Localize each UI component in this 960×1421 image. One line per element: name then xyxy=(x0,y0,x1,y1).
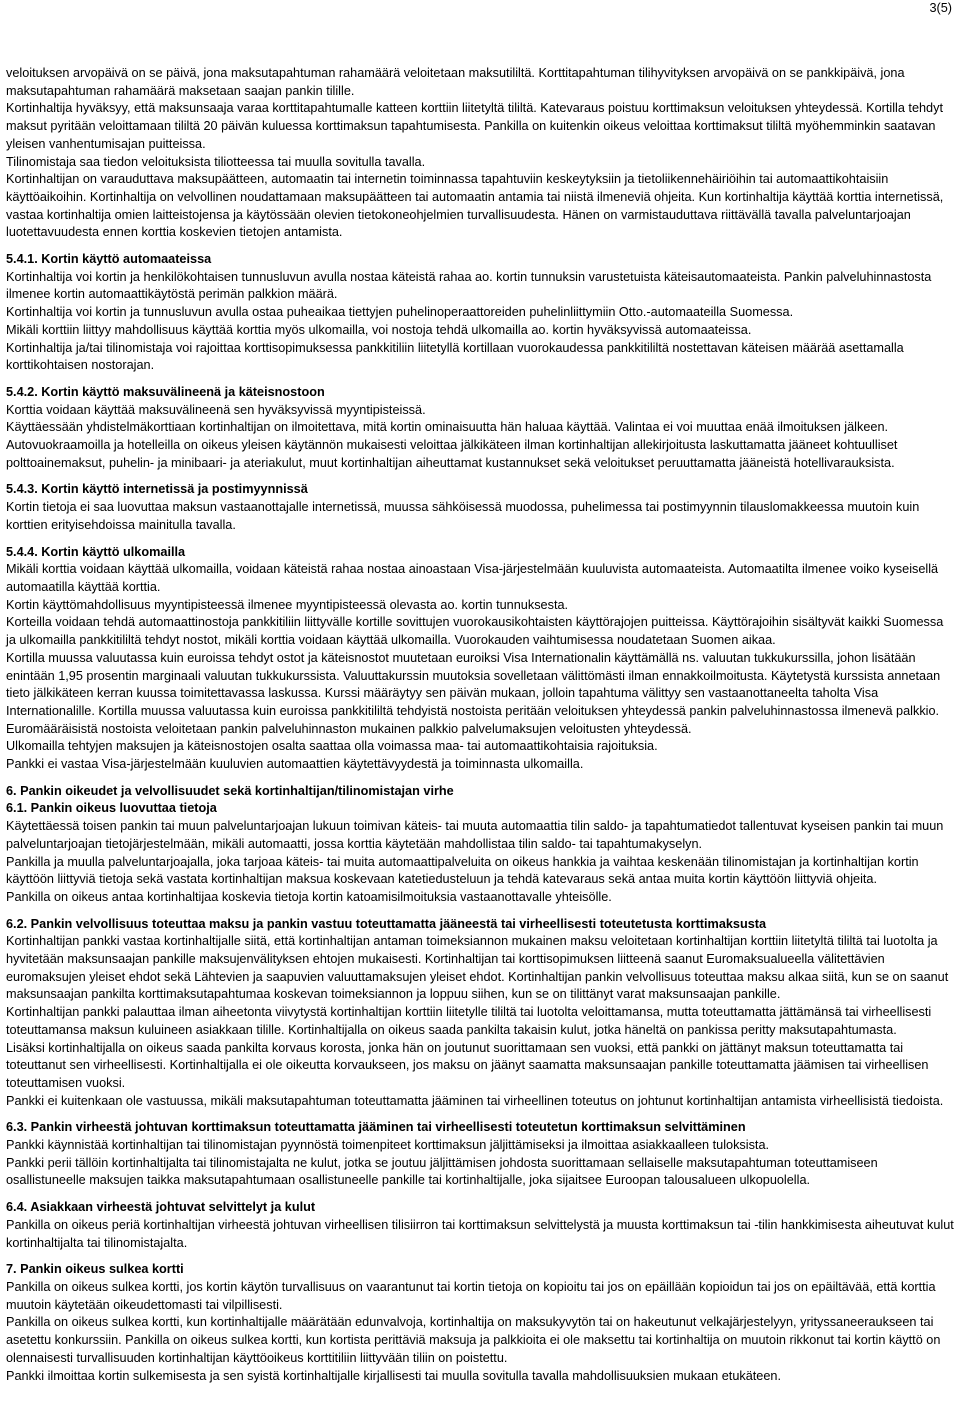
paragraph: Kortinhaltija hyväksyy, että maksunsaaja varaa korttitapahtumalle katteen korttiin liitetyltä tililtä. Katevaraus poistuu korttimaksun veloituksen yhteydessä. Kortilla tehdyt maksut pyritään veloittamaan tililtä 20 päivän kuluessa korttimaksun tapahtumisesta. Pankilla on kuitenkin oikeus veloittaa korttimaksut tililtä myöhemminkin saatavan yleisen vanhentumisajan puitteissa. xyxy=(6,101,943,151)
paragraph: veloituksen arvopäivä on se päivä, jona maksutapahtuman rahamäärä veloitetaan maksutililtä. Korttitapahtuman tilihyvityksen arvopäivä on se pankkipäivä, jona maksutapahtuman rahamäärä maksetaan saajan pankin tilille. xyxy=(6,66,905,98)
paragraph: Lisäksi kortinhaltijalla on oikeus saada pankilta korvaus korosta, jonka hän on joutunut suorittamaan sen vuoksi, että pankki on jättänyt maksun toteuttamatta tai toteuttanut sen virheellisesti. Kortinhaltijalla ei ole oikeutta korvaukseen, jos maksu on jäänyt saamatta maksunsaajan pankille toteuttamatta jäämisen tai virheellisen toteuttamisen vuoksi. xyxy=(6,1040,929,1090)
paragraph: Kortinhaltijan on varauduttava maksupäätteen, automaatin tai internetin toiminnassa tapahtuviin keskeytyksiin ja tietoliikennehäiriöihin tai automaattikohtaisiin käyttöaikoihin. Kortinhaltija on velvollinen noudattamaan maksupäätteen tai automaatin antamia tai niistä ilmeneviä ohjeita. Kun kortinhaltija käyttää korttia internetissä, vastaa kortinhaltija omien laitteistojensa ja käytössään olevien tietokoneohjelmien turvallisuudesta. Hänen on varmistauduttava riittävällä tavalla palveluntarjoajan luotettavuudesta ennen korttia koskevien tietojen antamista. xyxy=(6,172,944,240)
paragraph: Käytettäessä toisen pankin tai muun palveluntarjoajan lukuun toimivan käteis- tai muuta automaattia tilin saldo- ja tapahtumatiedot tallentuvat kyseisen pankin tai muun palveluntarjoajan tietojärjestelmään, mikäli automaatti, jossa korttia käytetään mahdollistaa tilin saldo- tai tapahtumakyselyn. xyxy=(6,819,944,851)
section-heading-6-3: 6.3. Pankin virheestä johtuvan korttimaksun toteuttamatta jääminen tai virheellisesti toteutetun korttimaksun selvittäminen xyxy=(6,1120,746,1135)
paragraph: Kortin käyttömahdollisuus myyntipisteessä ilmenee myyntipisteessä olevasta ao. kortin tunnuksesta. xyxy=(6,597,569,612)
paragraph: Pankilla on oikeus sulkea kortti, jos kortin käytön turvallisuus on vaarantunut tai kortin tietoja on kopioitu tai jos on epäillään kopioidun tai jos on epäiltävää, että korttia muutoin käytetään oikeudettomasti tai vilpillisesti. xyxy=(6,1280,936,1312)
section-heading-5-4-2: 5.4.2. Kortin käyttö maksuvälineenä ja käteisnostoon xyxy=(6,384,325,399)
paragraph: Kortin tietoja ei saa luovuttaa maksun vastaanottajalle internetissä, muussa sähköisessä muodossa, puhelimessa tai postimyynnin tilauslomakkeessa muutoin kuin korttien erityisehdoissa mainitulla tavalla. xyxy=(6,500,920,532)
section-heading-5-4-1: 5.4.1. Kortin käyttö automaateissa xyxy=(6,252,212,267)
section-heading-6-1: 6.1. Pankin oikeus luovuttaa tietoja xyxy=(6,801,217,816)
section-heading-7: 7. Pankin oikeus sulkea kortti xyxy=(6,1262,184,1277)
paragraph: Ulkomailla tehtyjen maksujen ja käteisnostojen osalta saattaa olla voimassa maa- tai automaattikohtaisia rajoituksia. xyxy=(6,739,658,754)
paragraph: Pankilla on oikeus periä kortinhaltijan virheestä johtuvan virheellisen tilisiirron tai korttimaksun selvittelystä ja muusta korttimaksun tai -tilin hankkimisesta aiheutuvat kulut kortinhaltijalta tai tilinomistajalta. xyxy=(6,1217,954,1250)
paragraph: Kortinhaltija voi kortin ja tunnusluvun avulla ostaa puheaikaa tiettyjen puhelinoperaattoreiden puhelinliittymiin Otto.-automaateilla Suomessa. xyxy=(6,305,794,320)
paragraph: Kortinhaltijan pankki vastaa kortinhaltijalle siitä, että kortinhaltijan antaman toimeksiannon mukainen maksu veloitetaan kortinhaltijan korttiin liitetyltä tililtä tai luotolta ja hyvitetään maksunsaajan pankille maksujenvälityksen ehtojen mukaisesti. Kortinhaltijan tai korttisopimuksen liitteenä saanut Euromaksualueella välitettävien euromaksujen yleiset ehdot sekä Lähtevien ja saapuvien valuuttamaksujen yleiset ehdot. Kortinhaltijan pankin velvollisuus toteuttaa maksu alkaa siitä, kun se on saanut maksunsaajan pankilta korttimaksutapahtumaa koskevan toimeksiannon ja loppuu siihen, kun se on tilittänyt varat maksunsaajan pankille. xyxy=(6,934,949,1002)
paragraph: Tilinomistaja saa tiedon veloituksista tiliotteessa tai muulla sovitulla tavalla. xyxy=(6,154,426,169)
paragraph: Pankilla on oikeus antaa kortinhaltijaa koskevia tietoja kortin katoamisilmoituksia vastaanottavalle yhteisölle. xyxy=(6,889,612,904)
paragraph: Kortinhaltija voi kortin ja henkilökohtaisen tunnusluvun avulla nostaa käteistä rahaa ao. kortin tunnuksin varustetuista käteisautomaateista. Pankin palveluhinnastosta ilmenee kortin automaattikäytöstä perimän palkkion määrä. xyxy=(6,269,932,302)
page-number: 3(5) xyxy=(929,1,952,15)
section-heading-5-4-3: 5.4.3. Kortin käyttö internetissä ja postimyynnissä xyxy=(6,482,308,497)
paragraph: Kortinhaltija ja/tai tilinomistaja voi rajoittaa korttisopimuksessa pankkitiliin liitetyllä kortillaan vuorokaudessa pankkitililtä nostettavan käteisen määrää asettamalla korttikohtaisen nostorajan. xyxy=(6,340,904,373)
paragraph: Mikäli korttiin liittyy mahdollisuus käyttää korttia myös ulkomailla, voi nostoja tehdä ulkomailla ao. kortin hyväksyvissä automaateissa. xyxy=(6,322,752,337)
section-heading-6: 6. Pankin oikeudet ja velvollisuudet sekä kortinhaltijan/tilinomistajan virhe xyxy=(6,783,454,798)
paragraph: Mikäli korttia voidaan käyttää ulkomailla, voidaan käteistä rahaa nostaa ainoastaan Visa-järjestelmään kuuluvista automaateista. Automaatilta ilmenee voiko kyseisellä automaatilla käyttää korttia. xyxy=(6,562,939,594)
paragraph: Kortilla muussa valuutassa kuin euroissa tehdyt ostot ja käteisnostot muutetaan euroiksi Visa Internationalin käyttämällä ns. valuutan tukkukurssilla, johon lisätään enintään 1,95 prosentin marginaali valuutan tukkukurssista. Valuuttakurssin muutoksia sovelletaan välittömästi ilman ennakkoilmoitusta. Käytetystä kurssista annetaan tieto jälkikäteen kerran kuussa toimitettavassa laskussa. Kurssi määräytyy sen päivän mukaan, jolloin tapahtuma välittyy sen vastaanottaneelta taholta Visa Internationalille. Kortilla muussa valuutassa kuin euroissa pankkitililtä tehdyistä nostoista peritään veloituksen yhteydessä pankin palveluhinnastossa ilmenevä palkkio. Euromääräisistä nostoista veloitetaan pankin palveluhinnaston mukainen palkkio palvelumaksujen veloitusten yhteydessä. xyxy=(6,650,941,736)
paragraph: Autovuokraamoilla ja hotelleilla on oikeus yleisen käytännön mukaisesti veloittaa jälkikäteen ilman kortinhaltijan allekirjoitusta laskuttamatta jääneet kohtuulliset polttoainemaksut, puhelin- ja minibaari- ja ateriakulut, muut kortinhaltijan aiheuttamat kustannukset sekä veloitukset peruuttamatta jääneistä hotellivarauksista. xyxy=(6,438,898,470)
paragraph: Käyttäessään yhdistelmäkorttiaan kortinhaltijan on ilmoitettava, mitä kortin ominaisuutta hän haluaa käyttää. Valintaa ei voi muuttaa enää ilmoituksen jälkeen. xyxy=(6,420,889,435)
document-body xyxy=(6,65,954,1385)
paragraph: Pankilla on oikeus sulkea kortti, kun kortinhaltijalle määrätään edunvalvoja, kortinhaltija on maksukyvytön tai on hakeutunut velkajärjestelyyn, yrityssaneeraukseen tai asetettu konkurssiin. Pankilla on oikeus sulkea kortti, kun kortista perittäviä maksuja ja palkkioita ei ole maksettu tai kortinhaltija on muutoin rikkonut tai kortin käyttö on olennaisesti turvallisuuden kortinhaltijan käyttöoikeus korttitiliin liittyvään tiliin on poistettu. xyxy=(6,1315,941,1365)
paragraph: Kortinhaltijan pankki palauttaa ilman aiheetonta viivytystä kortinhaltijan korttiin liitetylle tililtä tai luotolta veloittamansa, mutta toteuttamatta jättämänsä tai virheellisesti toteuttamansa maksun kuluineen asiakkaan tilille. Kortinhaltijalla on oikeus saada pankilta takaisin kulut, jotka häneltä on pankissa peritty maksutapahtumasta. xyxy=(6,1005,932,1037)
paragraph: Pankki perii tällöin kortinhaltijalta tai tilinomistajalta ne kulut, jotka se joutuu jäljittämisen johdosta suorittamaan sellaiselle maksutapahtuman toteuttamiseen osallistuneelle maksujen taikka maksutapahtumaan osallistuneelle pankille tai kortinhaltijalle, joka sijaitsee Euroopan talousalueen ulkopuolella. xyxy=(6,1155,878,1188)
paragraph: Pankki ei vastaa Visa-järjestelmään kuuluvien automaattien käytettävyydestä ja toiminnasta ulkomailla. xyxy=(6,757,584,772)
paragraph: Korttia voidaan käyttää maksuvälineenä sen hyväksyvissä myyntipisteissä. xyxy=(6,402,426,417)
paragraph: Pankilla ja muulla palveluntarjoajalla, joka tarjoaa käteis- tai muita automaattipalveluita on oikeus hankkia ja vaihtaa keskenään tilinomistajan ja kortinhaltijan kortin käyttöön liittyviä tietoja sekä vastata kortinhaltijan maksua koskevaan katetiedusteluun ja tehdä katevaraus sekä antaa muita kortin käyttöön liittyviä ohjeita. xyxy=(6,854,919,887)
paragraph: Korteilla voidaan tehdä automaattinostoja pankkitiliin liittyvälle kortille sovittujen vuorokausikohtaisten käyttörajojen puitteissa. Käyttörajoihin sisältyvät kaikki Suomessa ja ulkomailla pankkitililtä tehdyt nostot, mikäli korttia voidaan käyttää ulkomailla. Vuorokauden vaihtumisessa noudatetaan Suomen aikaa. xyxy=(6,615,944,648)
paragraph: Pankki ilmoittaa kortin sulkemisesta ja sen syistä kortinhaltijalle kirjallisesti tai muulla sovitulla tavalla mahdollisuuksien mukaan etukäteen. xyxy=(6,1368,781,1383)
paragraph: Pankki käynnistää kortinhaltijan tai tilinomistajan pyynnöstä toimenpiteet korttimaksun jäljittämiseksi ja ilmoittaa asiakkaalleen tuloksista. xyxy=(6,1138,770,1153)
section-heading-6-4: 6.4. Asiakkaan virheestä johtuvat selvittelyt ja kulut xyxy=(6,1200,316,1215)
section-heading-6-2: 6.2. Pankin velvollisuus toteuttaa maksu ja pankin vastuu toteuttamatta jääneestä tai virheellisesti toteutetusta korttimaksusta xyxy=(6,916,767,931)
paragraph: Pankki ei kuitenkaan ole vastuussa, mikäli maksutapahtuman toteuttamatta jääminen tai virheellinen toteutus on johtunut kortinhaltijan antamista virheellisistä tiedoista. xyxy=(6,1093,944,1108)
section-heading-5-4-4: 5.4.4. Kortin käyttö ulkomailla xyxy=(6,544,186,559)
